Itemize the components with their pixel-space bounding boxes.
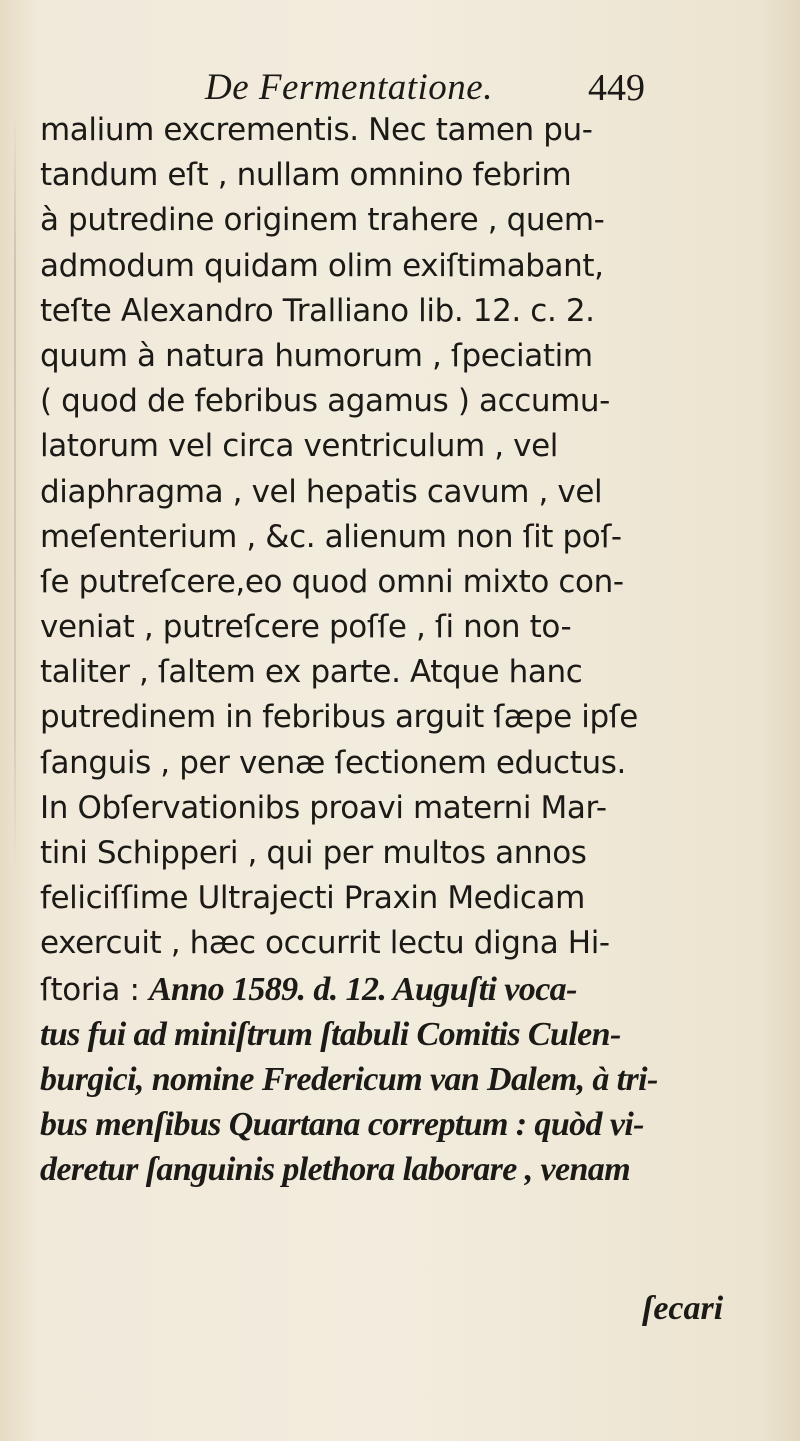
italic-line: bus menſibus Quartana correptum : quòd vi- (40, 1106, 644, 1144)
roman-segment: ſtoria : (40, 971, 149, 1008)
text-line-mixed (40, 967, 790, 1012)
text-line: teſte Alexandro Tralliano lib. 12. c. 2. (40, 292, 595, 329)
italic-line: deretur ſanguinis plethora laborare , venam (40, 1151, 631, 1189)
body-text (40, 108, 790, 1193)
text-line: malium excrementis. Nec tamen pu- (40, 112, 593, 148)
catchword: ſecari (642, 1290, 724, 1327)
text-line: ( quod de febribus agamus ) accumu- (40, 383, 610, 420)
text-line: veniat , putreſcere poſſe , ſi non to- (40, 609, 572, 646)
text-line: quum à natura humorum , ſpeciatim (40, 337, 593, 374)
text-line: tini Schipperi , qui per multos annos (40, 835, 587, 871)
gutter-shadow (14, 110, 16, 870)
text-line: à putredine originem trahere , quem- (40, 202, 605, 239)
text-line: latorum vel circa ventriculum , vel (40, 428, 558, 465)
text-line: exercuit , hæc occurrit lectu digna Hi- (40, 925, 610, 962)
text-line: admodum quidam olim exiſtimabant, (40, 247, 604, 284)
italic-segment: Anno 1589. d. 12. Auguſti voca- (148, 970, 577, 1008)
italic-line: burgici, nomine Fredericum van Dalem, à tri- (40, 1060, 658, 1098)
text-line: ſanguis , per venæ ſectionem eductus. (40, 744, 626, 781)
text-line: tandum eſt , nullam omnino febrim (40, 157, 572, 194)
text-line: feliciſſime Ultrajecti Praxin Medicam (40, 880, 585, 917)
text-line: ſe putreſcere,eo quod omni mixto con- (40, 563, 624, 600)
page-number: 449 (588, 67, 645, 109)
text-line: In Obſervationibs proavi materni Mar- (40, 789, 607, 826)
text-line: taliter , ſaltem ex parte. Atque hanc (40, 654, 583, 691)
text-line: diaphragma , vel hepatis cavum , vel (40, 473, 603, 510)
italic-line: tus fui ad miniſtrum ſtabuli Comitis Culen- (40, 1015, 621, 1053)
running-title: De Fermentatione. (205, 67, 493, 108)
text-line: putredinem in febribus arguit ſæpe ipſe (40, 699, 638, 736)
text-line: meſenterium , &c. alienum non ſit poſ- (40, 518, 622, 555)
